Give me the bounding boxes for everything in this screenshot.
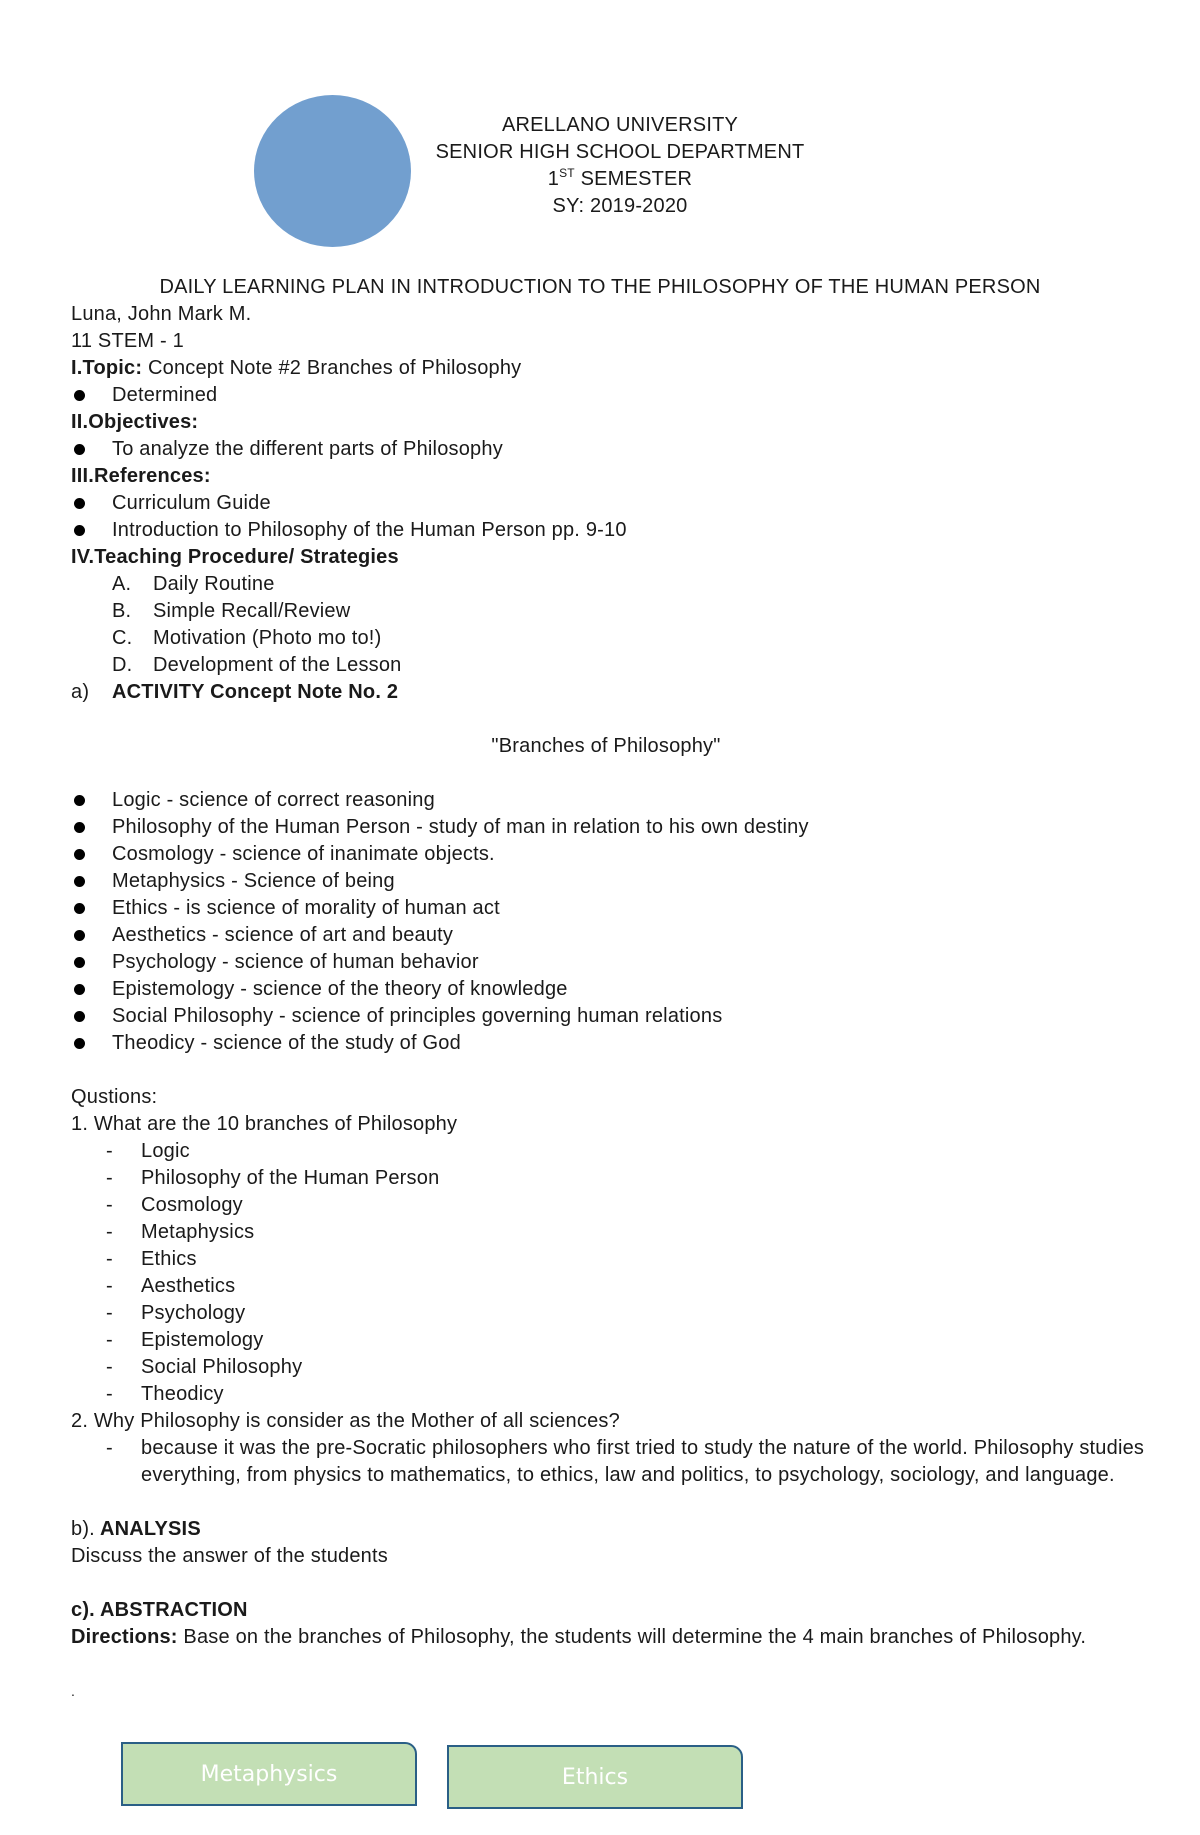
list-item: To analyze the different parts of Philosophy	[71, 436, 1141, 463]
activity-heading: a) ACTIVITY Concept Note No. 2	[71, 681, 399, 703]
list-item: A. Daily Routine	[112, 573, 275, 595]
list-item: Social Philosophy - science of principles governing human relations	[71, 1003, 1141, 1030]
list-item: - Logic	[71, 1138, 1141, 1165]
abstraction-directions: Directions: Base on the branches of Philosophy, the students will determine the 4 main branches of Philosophy.	[71, 1626, 1087, 1648]
list-item: - Metaphysics	[71, 1219, 1141, 1246]
list-item: C. Motivation (Photo mo to!)	[112, 627, 382, 649]
list-item: Logic - science of correct reasoning	[71, 787, 1141, 814]
list-item: - Ethics	[71, 1246, 1141, 1273]
plan-body	[71, 301, 1145, 1705]
question-1: 1. What are the 10 branches of Philosophy	[71, 1113, 458, 1135]
list-item: D. Development of the Lesson	[112, 654, 402, 676]
references-heading: III.References:	[71, 465, 211, 487]
list-item: Ethics - is science of morality of human act	[71, 895, 1141, 922]
analysis-heading: b). ANALYSIS	[71, 1518, 201, 1540]
list-item: - Aesthetics	[71, 1273, 1141, 1300]
procedure-heading: IV.Teaching Procedure/ Strategies	[71, 546, 399, 568]
activity-title: "Branches of Philosophy"	[491, 735, 721, 757]
list-item: B. Simple Recall/Review	[112, 600, 351, 622]
branch-box-ethics: Ethics	[447, 1745, 743, 1809]
student-name: Luna, John Mark M.	[71, 303, 252, 325]
section: 11 STEM - 1	[71, 330, 184, 352]
list-item: Psychology - science of human behavior	[71, 949, 1141, 976]
question-2-answer: - because it was the pre-Socratic philosophers who first tried to study the nature of the world. Philosophy studies everything, from physics to mathematics, to ethics, law and politics, to psychology, sociology, and language.	[71, 1435, 1200, 1489]
list-item: - Epistemology	[71, 1327, 1141, 1354]
objectives-heading: II.Objectives:	[71, 411, 199, 433]
school-year: SY: 2019-2020	[552, 195, 688, 217]
list-item: - Social Philosophy	[71, 1354, 1141, 1381]
list-item: Philosophy of the Human Person - study of man in relation to his own destiny	[71, 814, 1141, 841]
analysis-text: Discuss the answer of the students	[71, 1545, 388, 1567]
list-item: Introduction to Philosophy of the Human Person pp. 9-10	[71, 517, 1141, 544]
list-item: Metaphysics - Science of being	[71, 868, 1141, 895]
list-item: - Philosophy of the Human Person	[71, 1165, 1141, 1192]
list-item: Cosmology - science of inanimate objects.	[71, 841, 1141, 868]
question-2: 2. Why Philosophy is consider as the Mother of all sciences?	[71, 1410, 620, 1432]
department-name: SENIOR HIGH SCHOOL DEPARTMENT	[435, 141, 805, 163]
list-item: - Psychology	[71, 1300, 1141, 1327]
question-1-answers	[71, 1138, 1141, 1408]
school-header	[320, 112, 920, 220]
university-name: ARELLANO UNIVERSITY	[501, 114, 739, 136]
list-item: Epistemology - science of the theory of knowledge	[71, 976, 1141, 1003]
list-item: Determined	[71, 382, 1141, 409]
abstraction-heading: c). ABSTRACTION	[71, 1599, 248, 1621]
list-item: Aesthetics - science of art and beauty	[71, 922, 1141, 949]
list-item: Curriculum Guide	[71, 490, 1141, 517]
branches-list	[71, 787, 1141, 1057]
branch-box-metaphysics: Metaphysics	[121, 1742, 417, 1806]
list-item: Theodicy - science of the study of God	[71, 1030, 1141, 1057]
plan-title: DAILY LEARNING PLAN IN INTRODUCTION TO THE PHILOSOPHY OF THE HUMAN PERSON	[159, 276, 1041, 298]
semester: 1ST SEMESTER	[547, 166, 693, 190]
list-item: - Cosmology	[71, 1192, 1141, 1219]
topic-line: I.Topic: Concept Note #2 Branches of Philosophy	[71, 357, 522, 379]
questions-heading: Qustions:	[71, 1086, 158, 1108]
list-item: - Theodicy	[71, 1381, 1141, 1408]
stray-mark: .	[71, 1683, 76, 1699]
